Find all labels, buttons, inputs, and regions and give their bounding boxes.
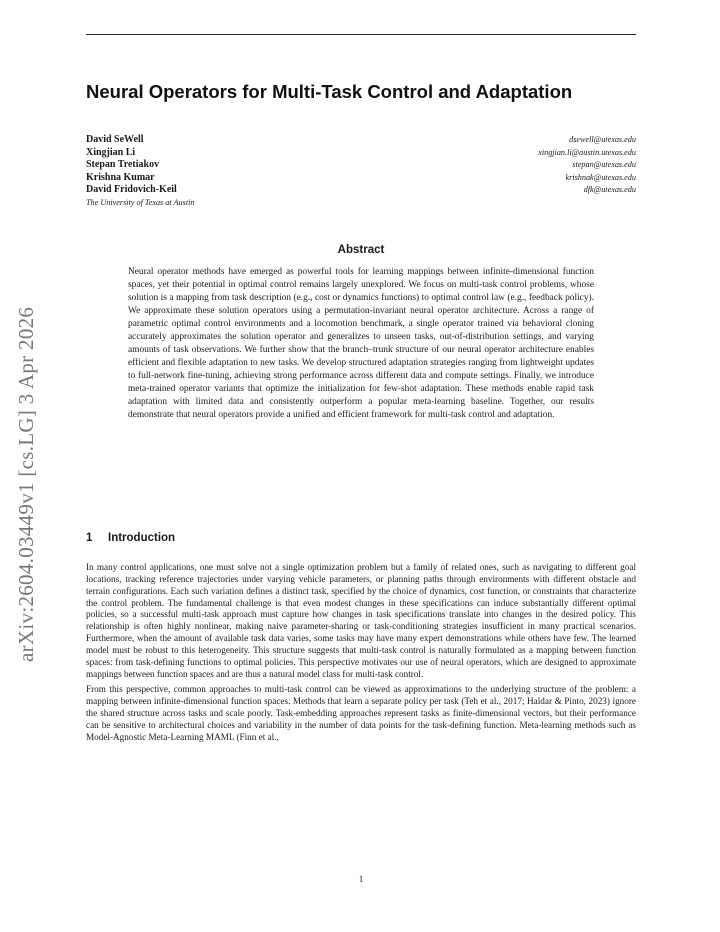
section-title: Introduction (108, 532, 176, 544)
author-name: David Fridovich-Keil (86, 184, 177, 196)
author-row (86, 134, 636, 147)
author-row (86, 184, 636, 197)
paper-title: Neural Operators for Multi-Task Control and Adaptation (86, 81, 573, 102)
author-email[interactable]: dsewell@utexas.edu (569, 135, 636, 144)
author-email[interactable]: xingjian.li@austin.utexas.edu (538, 147, 636, 157)
abstract-text: Neural operator methods have emerged as powerful tools for learning mappings between infinite-dimensional function spaces, yet their potential in optimal control remains largely unexplored. We focus on multi-task control problems, whose solution is a mapping from task description (e.g., cost or dynamics functions) to optimal control law (e.g., feedback policy). We approximate these solution operators using a permutation-invariant neural operator architecture. Across a range of parametric optimal control environments and a locomotion benchmark, a single operator trained via behavioral cloning accurately approximates the solution operator and generalizes to unseen tasks, out-of-distribution settings, and varying amounts of task observations. We further show that the branch–trunk structure of our neural operator architecture enables efficient and flexible adaptation to new tasks. We develop structured adaptation strategies ranging from lightweight updates to full-network fine-tuning, achieving strong performance across different data and compute settings. Finally, we introduce meta-trained operator variants that optimize the initialization for few-shot adaptation. These methods enable rapid task adaptation with limited data and consistently outperform a popular meta-learning baseline. Together, our results demonstrate that neural operators provide a unified and efficient framework for multi-task control and adaptation. (128, 267, 594, 420)
affiliation: The University of Texas at Austin (86, 197, 195, 207)
section-heading (86, 532, 636, 544)
section-body (86, 562, 636, 748)
page-number: 1 (358, 874, 364, 884)
author-block (86, 134, 636, 209)
top-rule (86, 34, 636, 35)
author-email[interactable]: dfk@utexas.edu (583, 185, 636, 195)
section-number: 1 (86, 532, 93, 544)
author-row (86, 159, 636, 172)
paragraph: From this perspective, common approaches to multi-task control can be viewed as approximations to the underlying structure of the problem: a mapping between infinite-dimensional function spaces. Methods that learn a separate policy per task (Teh et al., 2017; Haldar & Pinto, 2023) ignore the shared structure across tasks and scale poorly. Task-embedding approaches represent tasks as finite-dimensional vectors, but their performance can be sensitive to architectural choices and variability in the number of data points for the task-defining function. Meta-learning methods such as Model-Agnostic Meta-Learning MAML (Finn et al., (86, 684, 636, 742)
author-row (86, 147, 636, 160)
author-name: Xingjian Li (86, 146, 136, 158)
arxiv-identifier: arXiv:2604.03449v1 [cs.LG] 3 Apr 2026 (14, 306, 38, 662)
abstract-heading: Abstract (337, 244, 385, 256)
author-name: Krishna Kumar (86, 171, 155, 183)
author-name: David SeWell (86, 134, 144, 145)
author-name: Stepan Tretiakov (86, 159, 160, 171)
paragraph: In many control applications, one must solve not a single optimization problem but a family of related ones, such as navigating to different goal locations, tracking reference trajectories under varying vehicle parameters, or planning paths through environments with different obstacle and terrain configurations. Each such variation defines a distinct task, specified by the choice of dynamics, cost function, or constraints that characterize the control problem. The fundamental challenge is that even modest changes in these specifications can induce substantially different optimal policies, so a successful multi-task approach must capture how changes in task specifications translate into changes in the desired policy. This relationship is often highly nonlinear, making naive parameter-sharing or task-conditioning strategies insufficient in many practical scenarios. Furthermore, when the amount of available task data varies, some tasks may have many expert demonstrations while others have few. The learned model must be robust to this heterogeneity. This structure suggests that multi-task control is naturally formulated as a mapping between function spaces: from task-defining functions to optimal policies. This perspective motivates our use of neural operators, which are designed to approximate mappings between function spaces and are thus a natural model class for multi-task control. (86, 562, 636, 679)
author-row (86, 172, 636, 185)
author-email[interactable]: krishnak@utexas.edu (565, 172, 636, 182)
author-email[interactable]: stepan@utexas.edu (572, 160, 636, 170)
